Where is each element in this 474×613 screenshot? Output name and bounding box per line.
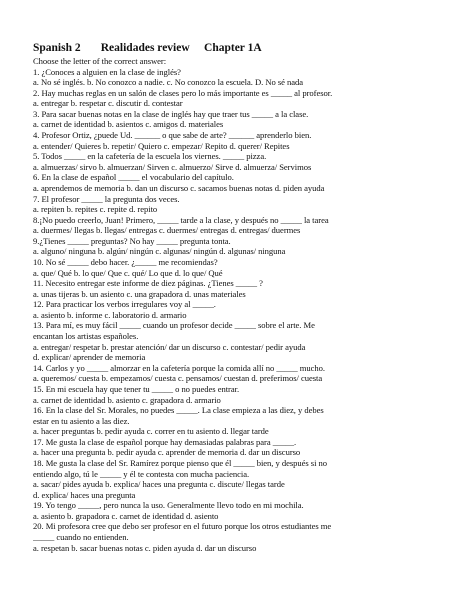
answer-line: a. duermes/ llegas b. llegas/ entregas c. duermes/ entregas d. entregas/ duermes [33,225,301,236]
answer-line: a. aprendemos de memoria b. dan un discurso c. sacamos buenas notas d. piden ayuda [33,182,325,193]
question-text: 1. ¿Conoces a alguien en la clase de inglés? [33,66,181,77]
answer-line: a. asiento b. grapadora c. carnet de identidad d. asiento [33,510,219,521]
answer-line: encantan los artistas españoles. [33,331,139,342]
answer-line: a. que/ Qué b. lo que/ Que c. qué/ Lo que d. lo que/ Qué [33,267,223,278]
worksheet-title: Spanish 2 Realidades review Chapter 1A [33,42,262,54]
answer-line: a. almuerzas/ sirvo b. almuerzan/ Sirven c. almuerzo/ Sirve d. almuerza/ Servimos [33,161,312,172]
question-text: 17. Me gusta la clase de español porque hay demasiadas palabras para _____. [33,436,297,447]
question-list [33,67,466,554]
question-text: 18. Me gusta la clase del Sr. Ramírez porque pienso que él _____ bien, y después si no [33,457,328,468]
question-text: 12. Para practicar los verbos irregulares voy al _____. [33,299,216,310]
answer-line: a. entender/ Quieres b. repetir/ Quiero c. empezar/ Repito d. querer/ Repites [33,140,290,151]
answer-line: a. alguno/ ninguna b. algún/ ningún c. algunas/ ningún d. algunas/ ninguna [33,246,286,257]
question-text: 20. Mi profesora cree que debo ser profesor en el futuro porque los otros estudiantes me [33,521,332,532]
answer-line: a. entregar/ respetar b. prestar atención/ dar un discurso c. contestar/ pedir ayuda [33,341,306,352]
answer-line: a. carnet de identidad b. asiento c. grapadora d. armario [33,394,221,405]
answer-line: a. asiento b. informe c. laboratorio d. armario [33,309,187,320]
answer-line: a. queremos/ cuesta b. empezamos/ cuesta c. pensamos/ cuestan d. preferimos/ cuesta [33,373,323,384]
question-text: 5. Todos _____ en la cafetería de la escuela los viernes. _____ pizza. [33,151,267,162]
question-text: 11. Necesito entregar este informe de diez páginas. ¿Tienes _____ ? [33,278,263,289]
question-text: 10. No sé _____ debo hacer. ¿_____ me recomiendas? [33,256,218,267]
answer-line: a. respetan b. sacar buenas notas c. piden ayuda d. dar un discurso [33,542,257,553]
question-text: 6. En la clase de español _____ el vocabulario del capítulo. [33,172,234,183]
answer-line: d. explicar/ aprender de memoria [33,352,146,363]
answer-line: d. explica/ haces una pregunta [33,489,136,500]
question-text: 7. El profesor _____ la pregunta dos veces. [33,193,180,204]
question-text: 16. En la clase del Sr. Morales, no puedes _____. La clase empieza a las diez, y debes [33,405,324,416]
answer-line: a. carnet de identidad b. asientos c. amigos d. materiales [33,119,224,130]
answer-line: a. entregar b. respetar c. discutir d. contestar [33,98,183,109]
question-text: 3. Para sacar buenas notas en la clase de inglés hay que traer tus _____ a la clase. [33,108,309,119]
instructions: Choose the letter of the correct answer: [33,56,167,66]
question-text: 4. Profesor Ortiz, ¿puede Ud. ______ o que sabe de arte? ______ aprenderlo bien. [33,130,312,141]
question-text: 14. Carlos y yo _____ almorzar en la cafetería porque la comida allí no _____ mucho. [33,362,325,373]
answer-line: a. No sé inglés. b. No conozco a nadie. c. No conozco la escuela. D. No sé nada [33,77,303,88]
question-text: 2. Hay muchas reglas en un salón de clases pero lo más importante es _____ al profesor. [33,87,333,98]
question-text: 13. Para mí, es muy fácil _____ cuando un profesor decide _____ sobre el arte. Me [33,320,315,331]
answer-line: entiendo algo, tú le _____ y él te contesta con mucha paciencia. [33,468,250,479]
question-text: 15. En mi escuela hay que tener tu _____ o no puedes entrar. [33,383,240,394]
question-text: 19. Yo tengo _____, pero nunca la uso. Generalmente llevo todo en mi mochila. [33,500,304,511]
answer-line: _____ cuando no entienden. [33,532,129,543]
question-text: 8.¡No puedo creerlo, Juan! Primero, _____ tarde a la clase, y después no _____ la tarea [33,214,329,225]
answer-line: a. repiten b. repites c. repite d. repito [33,204,158,215]
answer-line: a. unas tijeras b. un asiento c. una grapadora d. unas materiales [33,288,246,299]
answer-line: a. hacer una pregunta b. pedir ayuda c. aprender de memoria d. dar un discurso [33,447,301,458]
answer-line: estar en tu asiento a las diez. [33,415,130,426]
answer-line: a. hacer preguntas b. pedir ayuda c. correr en tu asiento d. llegar tarde [33,426,269,437]
answer-line: a. sacar/ pides ayuda b. explica/ haces una pregunta c. discute/ llegas tarde [33,479,285,490]
question-text: 9.¿Tienes _____ preguntas? No hay _____ pregunta tonta. [33,235,231,246]
